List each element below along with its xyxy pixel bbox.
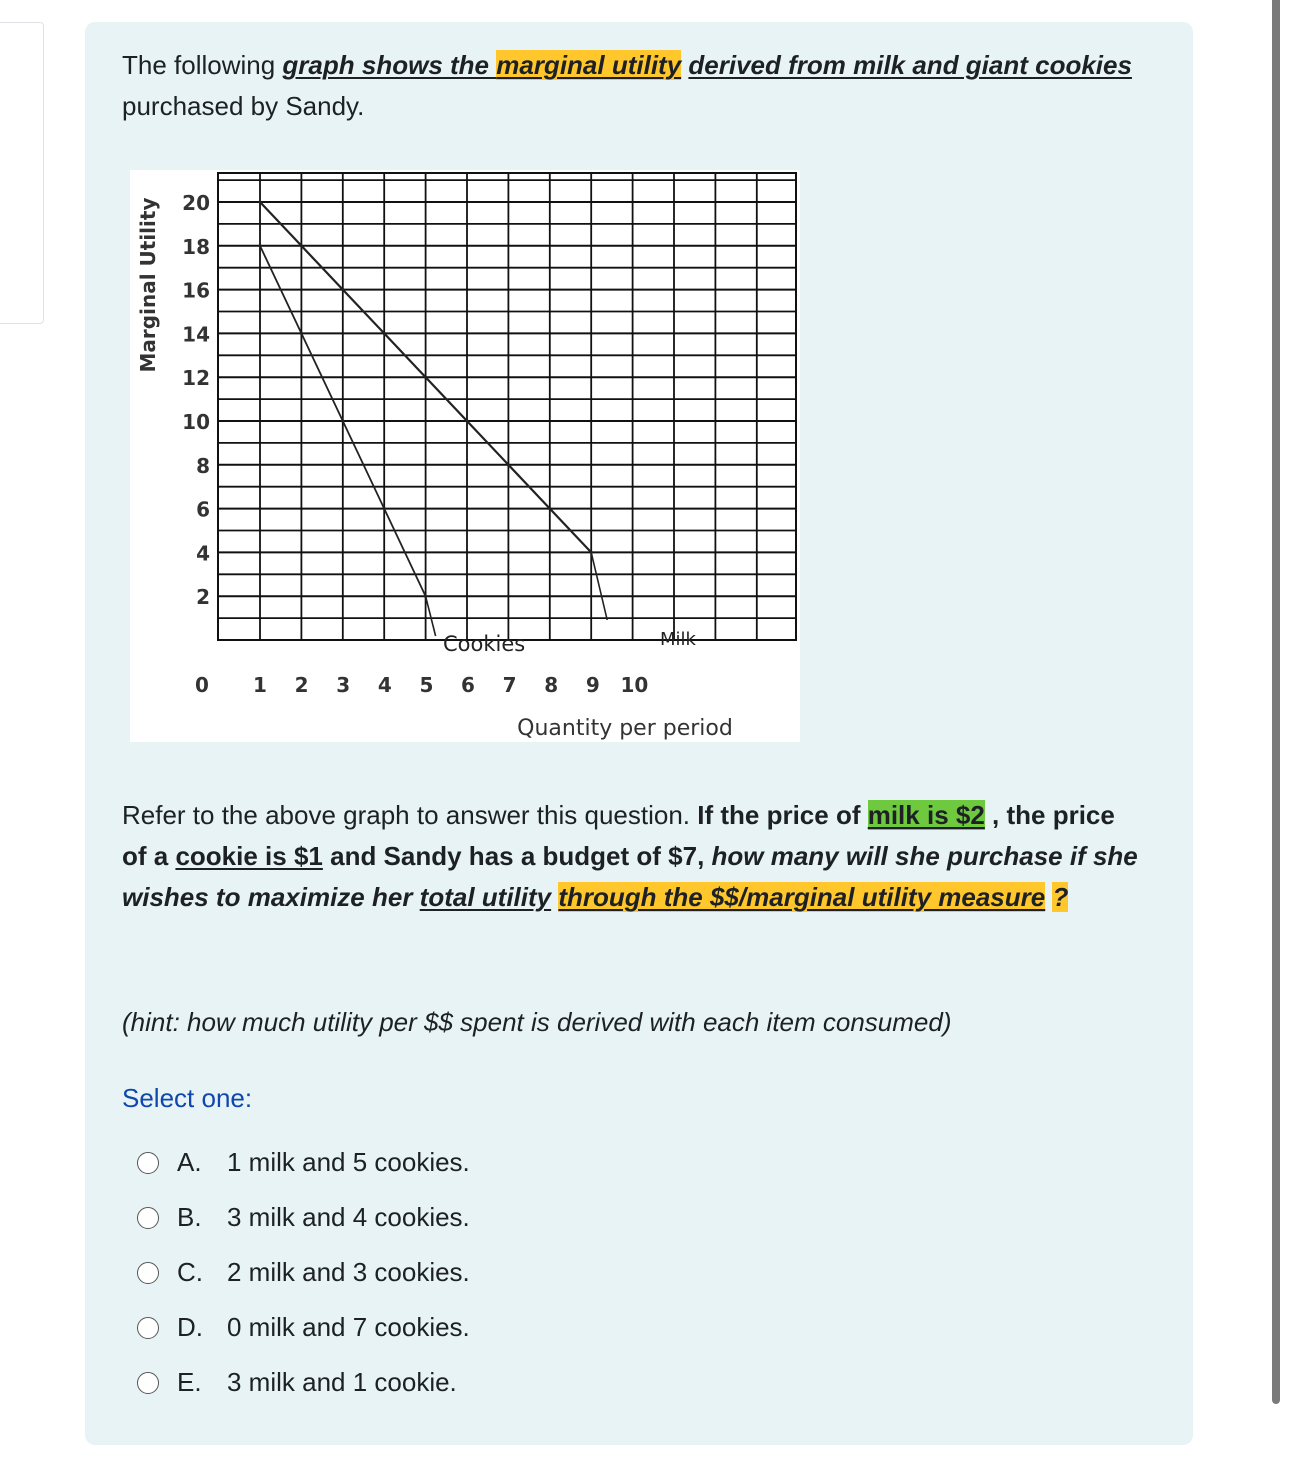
y-tick-label: 14 (182, 322, 210, 347)
x-tick-label: 10 (620, 673, 649, 697)
prompt-segment: how many will she purchase if she wishes to maximize her (122, 841, 1138, 912)
y-tick-label: 18 (182, 234, 210, 259)
x-tick-label: 3 (336, 673, 351, 697)
milk-annotation: Milk (660, 629, 696, 650)
answer-text: 0 milk and 7 cookies. (227, 1312, 470, 1342)
x-axis-title: Quantity per period (517, 716, 733, 741)
answer-letter: D. (177, 1312, 203, 1342)
answer-letter: C. (177, 1257, 203, 1287)
data-point-cookies (341, 419, 344, 422)
answer-letter: B. (177, 1202, 202, 1232)
answer-option-a[interactable] (137, 1135, 470, 1190)
data-point-milk (507, 463, 510, 466)
intro-segment: derived from milk and giant cookies (688, 50, 1132, 80)
answer-letter: A. (177, 1147, 202, 1177)
prompt-segment: If the price of (697, 800, 868, 830)
answer-option-c[interactable] (137, 1245, 470, 1300)
data-point-milk (341, 288, 344, 291)
data-point-cookies (258, 244, 261, 247)
radio-button[interactable] (137, 1152, 159, 1174)
intro-segment: marginal utility (496, 50, 682, 80)
answer-list (137, 1135, 470, 1410)
prompt-segment: , the price of a (122, 800, 1115, 871)
x-tick-label: 8 (544, 673, 559, 697)
y-tick-label: 6 (196, 497, 210, 522)
data-point-milk (258, 200, 261, 203)
prompt-segment: cookie is $1 (175, 841, 323, 871)
scrollbar[interactable] (1272, 0, 1280, 1404)
x-tick-label: 4 (377, 673, 392, 697)
plot-frame (218, 173, 796, 640)
prompt-segment: milk is $2 (867, 800, 985, 830)
answer-option-d[interactable] (137, 1300, 470, 1355)
answer-option-e[interactable] (137, 1355, 470, 1410)
x-tick-label: 2 (294, 673, 309, 697)
prompt-segment: total utility (419, 882, 552, 912)
answer-text: 3 milk and 1 cookie. (227, 1367, 457, 1397)
prompt-segment: through the $$/marginal utility measure (558, 882, 1046, 912)
y-tick-label: 20 (182, 191, 210, 215)
data-point-milk (424, 376, 427, 379)
data-point-cookies (383, 507, 386, 510)
x-tick-label: 5 (419, 673, 434, 697)
cookies-annotation: Cookies (443, 632, 526, 656)
select-one-label: Select one: (122, 1083, 253, 1113)
y-tick-label: 12 (182, 366, 210, 391)
side-panel (0, 22, 44, 324)
y-tick-label: 2 (196, 585, 210, 610)
y-tick-label: 4 (196, 541, 210, 566)
intro-segment: The following (122, 50, 283, 80)
y-axis-title: Marginal Utility (136, 197, 160, 373)
y-tick-label: 8 (196, 453, 210, 478)
intro-segment: graph shows the (282, 50, 497, 80)
question-prompt (122, 795, 1142, 918)
radio-button[interactable] (137, 1372, 159, 1394)
answer-text: 2 milk and 3 cookies. (227, 1257, 470, 1287)
x-tick-label: 6 (461, 673, 475, 697)
y-tick-label: 16 (182, 278, 210, 303)
data-point-cookies (300, 332, 303, 335)
prompt-segment: and Sandy has a budget of $7, (330, 841, 712, 871)
answer-option-b[interactable] (137, 1190, 470, 1245)
x-tick-label: 7 (502, 673, 517, 697)
intro-segment: purchased by Sandy. (122, 91, 365, 121)
data-point-milk (548, 507, 551, 510)
radio-button[interactable] (137, 1207, 159, 1229)
data-point-milk (300, 244, 303, 247)
data-point-milk (383, 332, 386, 335)
prompt-segment: ? (1052, 882, 1069, 912)
answer-letter: E. (177, 1367, 202, 1397)
y-tick-label: 10 (182, 410, 210, 434)
x-tick-label: 0 (195, 673, 209, 697)
prompt-segment: Refer to the above graph to answer this question. (122, 800, 698, 830)
x-tick-label: 1 (253, 673, 267, 697)
marginal-utility-chart (130, 170, 800, 742)
question-hint: (hint: how much utility per $$ spent is derived with each item consumed) (122, 1007, 952, 1037)
question-intro (122, 45, 1132, 127)
radio-button[interactable] (137, 1262, 159, 1284)
answer-text: 1 milk and 5 cookies. (227, 1147, 470, 1177)
x-tick-label: 9 (585, 673, 600, 697)
chart-svg (130, 170, 800, 742)
data-point-milk (465, 419, 468, 422)
radio-button[interactable] (137, 1317, 159, 1339)
answer-text: 3 milk and 4 cookies. (227, 1202, 470, 1232)
